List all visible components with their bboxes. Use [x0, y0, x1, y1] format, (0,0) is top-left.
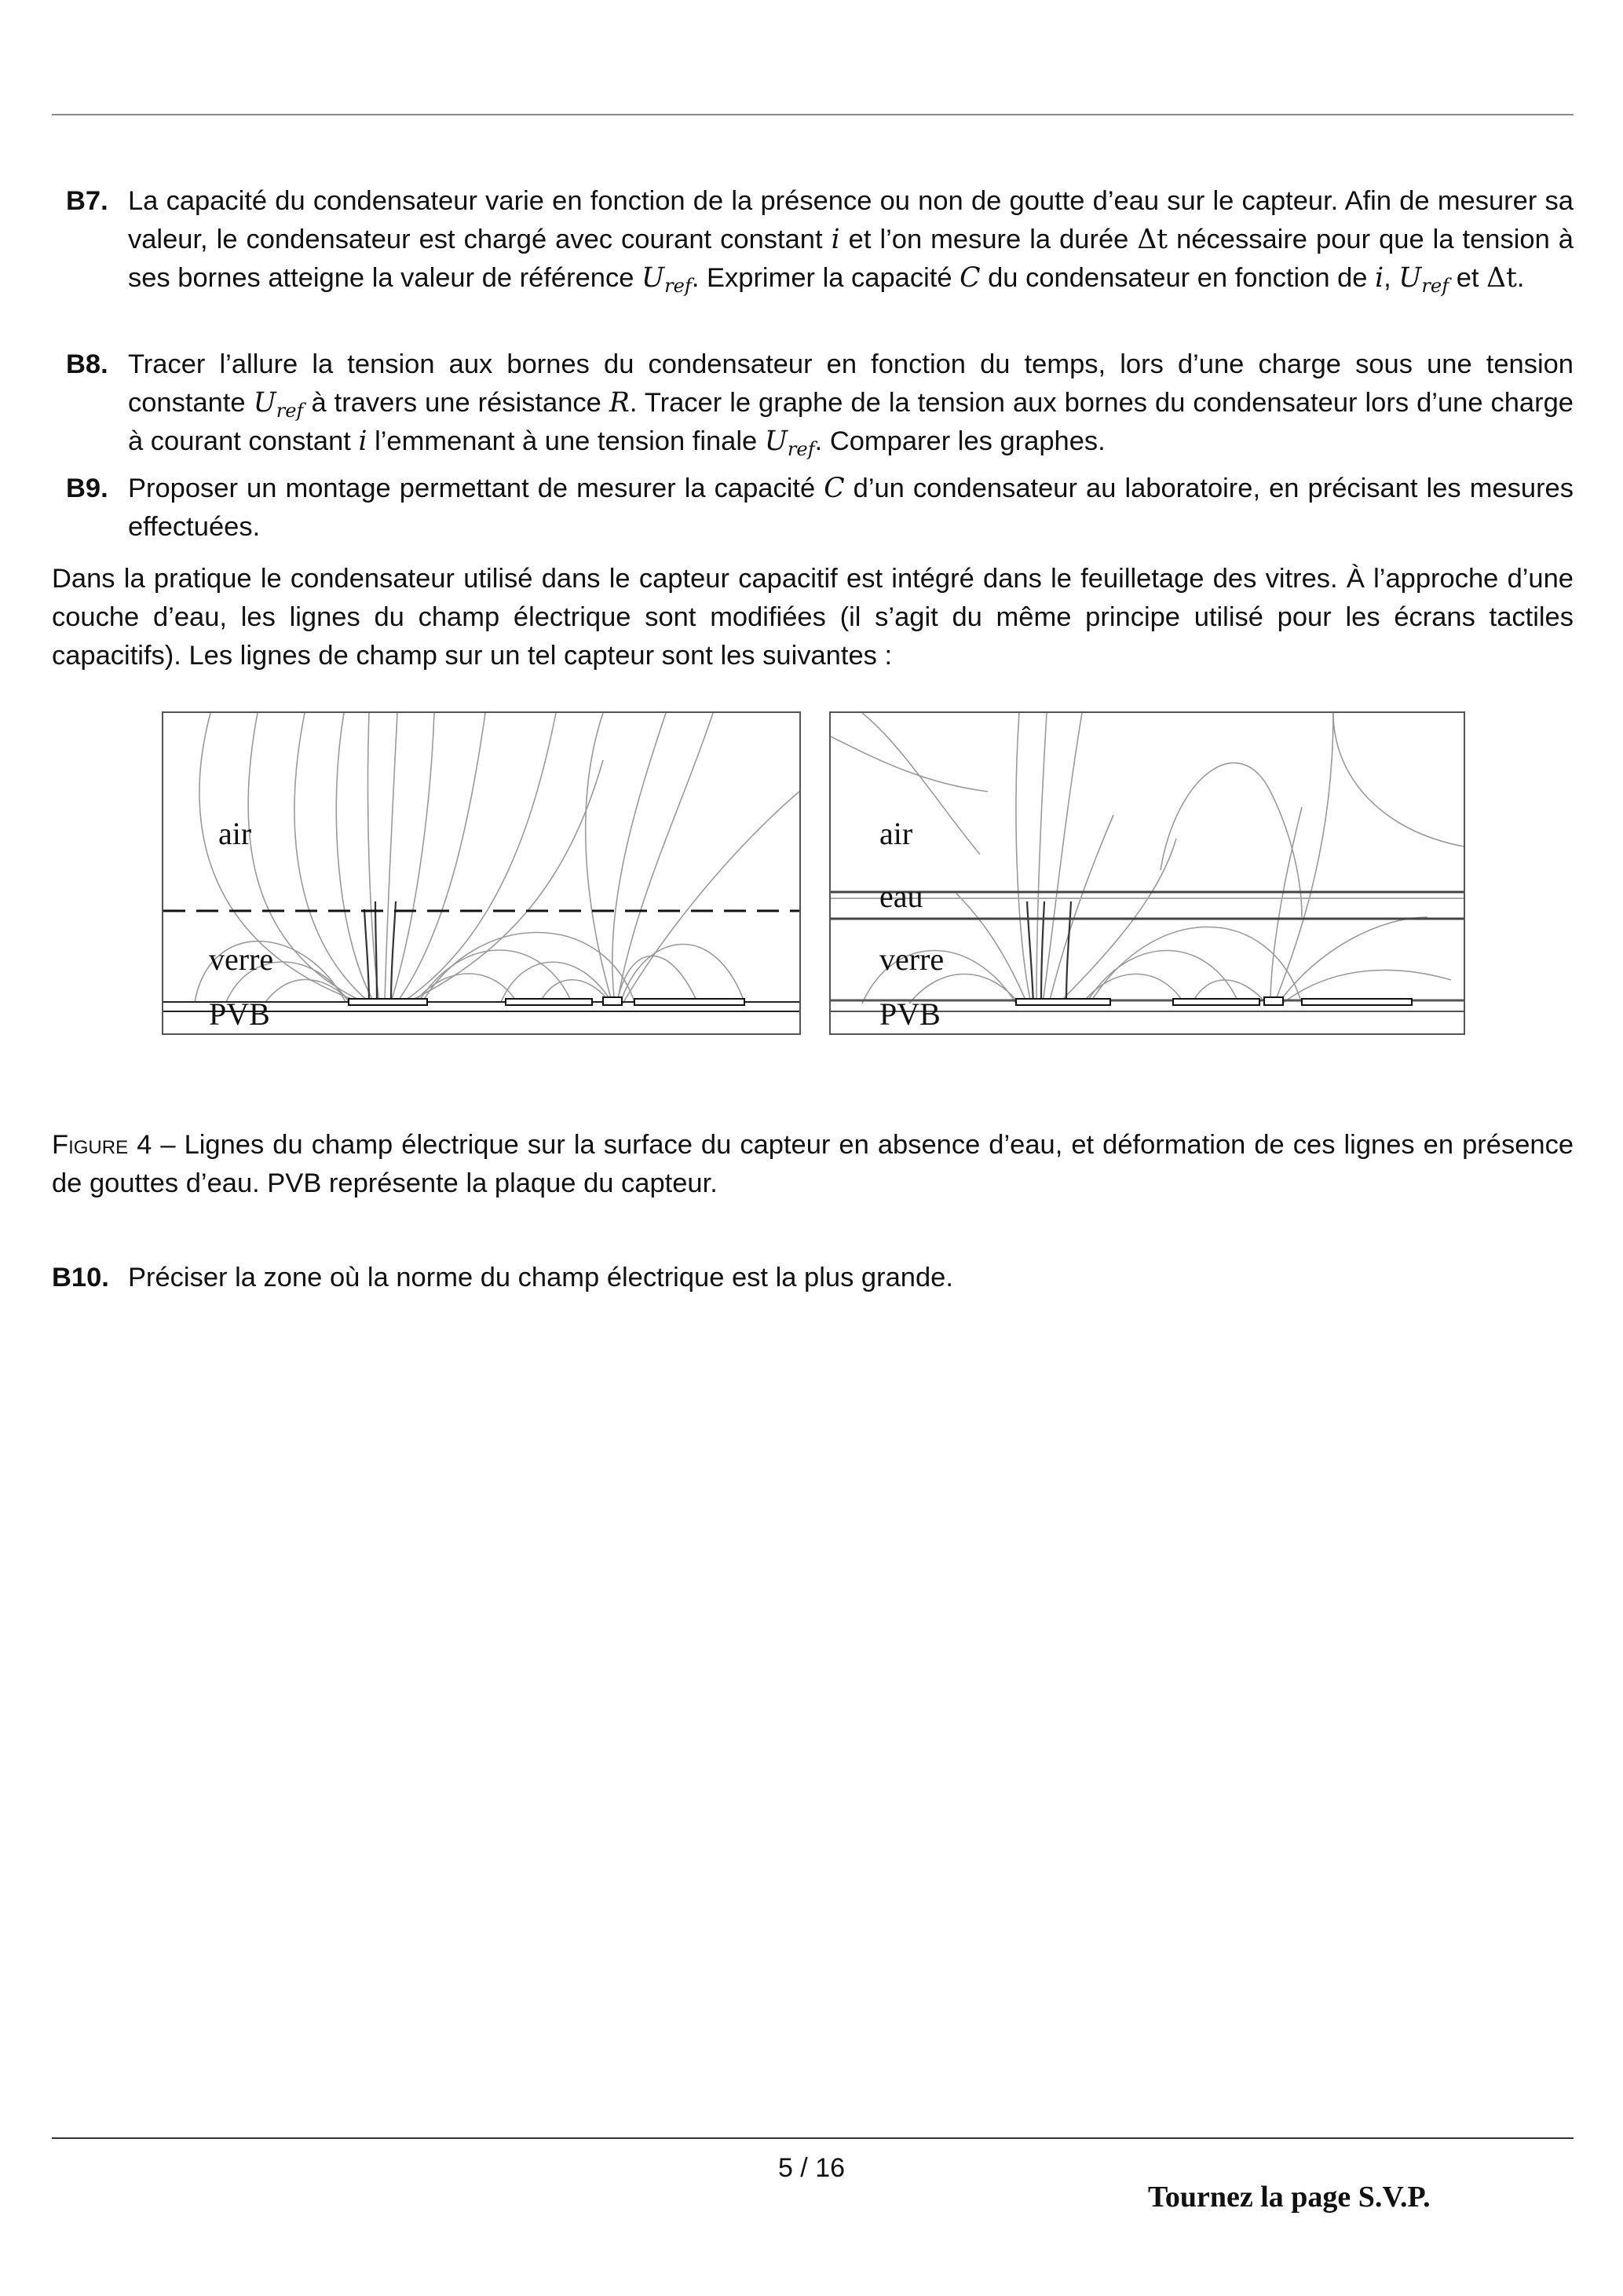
- figure-right-panel: [829, 711, 1465, 1035]
- footer-rule: [52, 2137, 1574, 2139]
- field-lines-wet: [831, 713, 1464, 1033]
- question-text: Tracer l’allure la tension aux bornes du condensateur en fonction du temps, lors d’une charge sous une tension constante $U_{ref}$ à travers une résistance R. Tracer le graphe de la tension aux bornes du condensateur lors d’une charge à courant constant i l’emmenant à une tension finale $U_{ref}$. Comparer les graphes.: [128, 349, 1574, 461]
- question-b10: [52, 1259, 1574, 1297]
- question-number: B10.: [52, 1263, 109, 1292]
- header-rule: [52, 114, 1574, 115]
- layer-label-pvb: PVB: [209, 996, 270, 1032]
- question-number: B8.: [66, 349, 108, 379]
- question-b8: [52, 345, 1574, 461]
- question-number: B7.: [66, 186, 108, 216]
- figure-caption-number: 4: [137, 1130, 152, 1160]
- layer-label-air: air: [879, 816, 913, 851]
- figure-caption-text: – Lignes du champ électrique sur la surface du capteur en absence d’eau, et déformation de ces lignes en présence de gouttes d’eau. PVB représente la plaque du capteur.: [52, 1130, 1574, 1198]
- layer-label-verre: verre: [209, 941, 274, 977]
- question-text: Préciser la zone où la norme du champ électrique est la plus grande.: [128, 1263, 953, 1292]
- layer-label-eau: eau: [879, 879, 923, 914]
- figure-caption-prefix: Figure: [52, 1130, 129, 1160]
- question-text: Proposer un montage permettant de mesurer la capacité C d’un condensateur au laboratoire, en précisant les mesures effectuées.: [128, 473, 1574, 542]
- question-number: B9.: [66, 473, 108, 503]
- question-b9: [52, 470, 1574, 547]
- layer-label-air: air: [218, 816, 252, 851]
- figure-caption: [52, 1126, 1574, 1203]
- question-text: La capacité du condensateur varie en fonction de la présence ou non de goutte d’eau sur le capteur. Afin de mesurer sa valeur, le condensateur est chargé avec courant constant i et l’on mesure la durée Δt nécessaire pour que la tension à ses bornes atteigne la valeur de référence $U_{ref}$. Exprimer la capacité C du condensateur en fonction de i, $U_{ref}$ et Δt.: [128, 186, 1574, 298]
- figure-left-panel: [162, 711, 801, 1035]
- layer-label-pvb: PVB: [879, 996, 941, 1032]
- page-number: 5 / 16: [777, 2153, 846, 2183]
- intro-paragraph: Dans la pratique le condensateur utilisé dans le capteur capacitif est intégré dans le feuilletage des vitres. À l’approche d’une couche d’eau, les lignes du champ électrique sont modifiées (il s’agit du même principe utilisé pour les écrans tactiles capacitifs). Les lignes de champ sur un tel capteur sont les suivantes :: [52, 564, 1574, 671]
- field-lines-dry: [163, 713, 799, 1033]
- question-b7: [52, 182, 1574, 298]
- turn-page-note: Tournez la page S.V.P.: [1148, 2181, 1431, 2214]
- layer-label-verre: verre: [879, 941, 945, 977]
